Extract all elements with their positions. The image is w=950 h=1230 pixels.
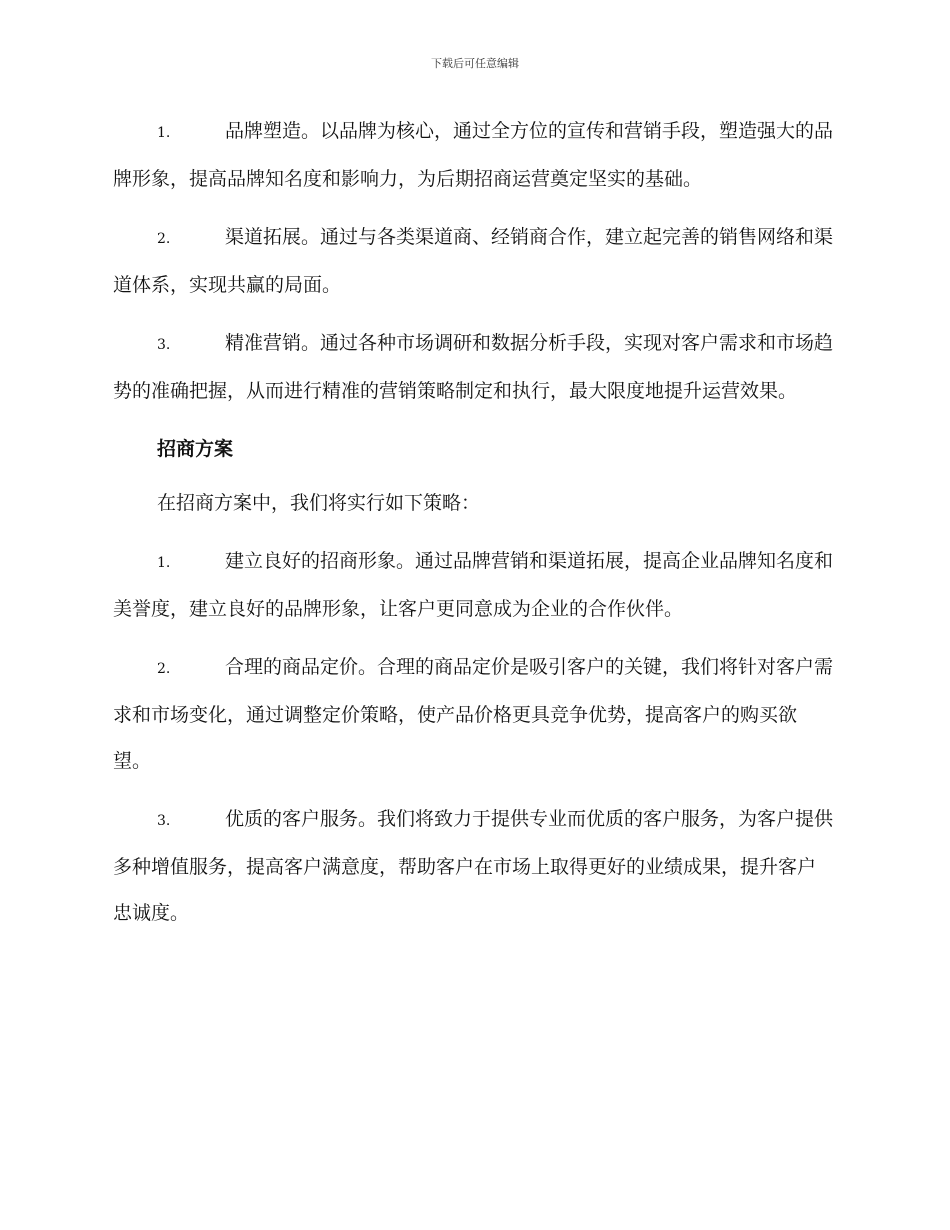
item-text: 精准营销。通过各种市场调研和数据分析手段，实现对客户需求和市场趋势的准确把握，从而进行精准的营销策略制定和执行，最大限度地提升运营效果。	[113, 332, 834, 402]
item-text: 品牌塑造。以品牌为核心，通过全方位的宣传和营销手段，塑造强大的品牌形象，提高品牌知名度和影响力，为后期招商运营奠定坚实的基础。	[113, 120, 834, 190]
section-title: 招商方案	[157, 438, 234, 460]
section-intro: 在招商方案中，我们将实行如下策略：	[157, 492, 481, 514]
item-text: 建立良好的招商形象。通过品牌营销和渠道拓展，提高企业品牌知名度和美誉度，建立良好的品牌形象，让客户更同意成为企业的合作伙伴。	[113, 550, 834, 620]
item-number: 2.	[157, 231, 171, 247]
item-text: 合理的商品定价。合理的商品定价是吸引客户的关键，我们将针对客户需求和市场变化，通过调整定价策略，使产品价格更具竞争优势，提高客户的购买欲望。	[113, 656, 834, 772]
item-text: 渠道拓展。通过与各类渠道商、经销商合作，建立起完善的销售网络和渠道体系，实现共赢的局面。	[113, 226, 834, 296]
item-number: 3.	[157, 337, 171, 353]
item-number: 3.	[157, 813, 171, 829]
list-item	[113, 644, 833, 784]
item-number: 1.	[157, 555, 171, 571]
document-body	[113, 108, 833, 948]
item-text: 优质的客户服务。我们将致力于提供专业而优质的客户服务，为客户提供多种增值服务，提高客户满意度，帮助客户在市场上取得更好的业绩成果，提升客户忠诚度。	[113, 808, 834, 924]
header-note: 下载后可任意编辑	[431, 57, 519, 70]
list-item	[113, 214, 833, 308]
item-number: 1.	[157, 125, 171, 141]
list-item	[113, 796, 833, 936]
list-item	[113, 108, 833, 202]
list-item	[113, 538, 833, 632]
item-number: 2.	[157, 661, 171, 677]
list-item	[113, 320, 833, 414]
